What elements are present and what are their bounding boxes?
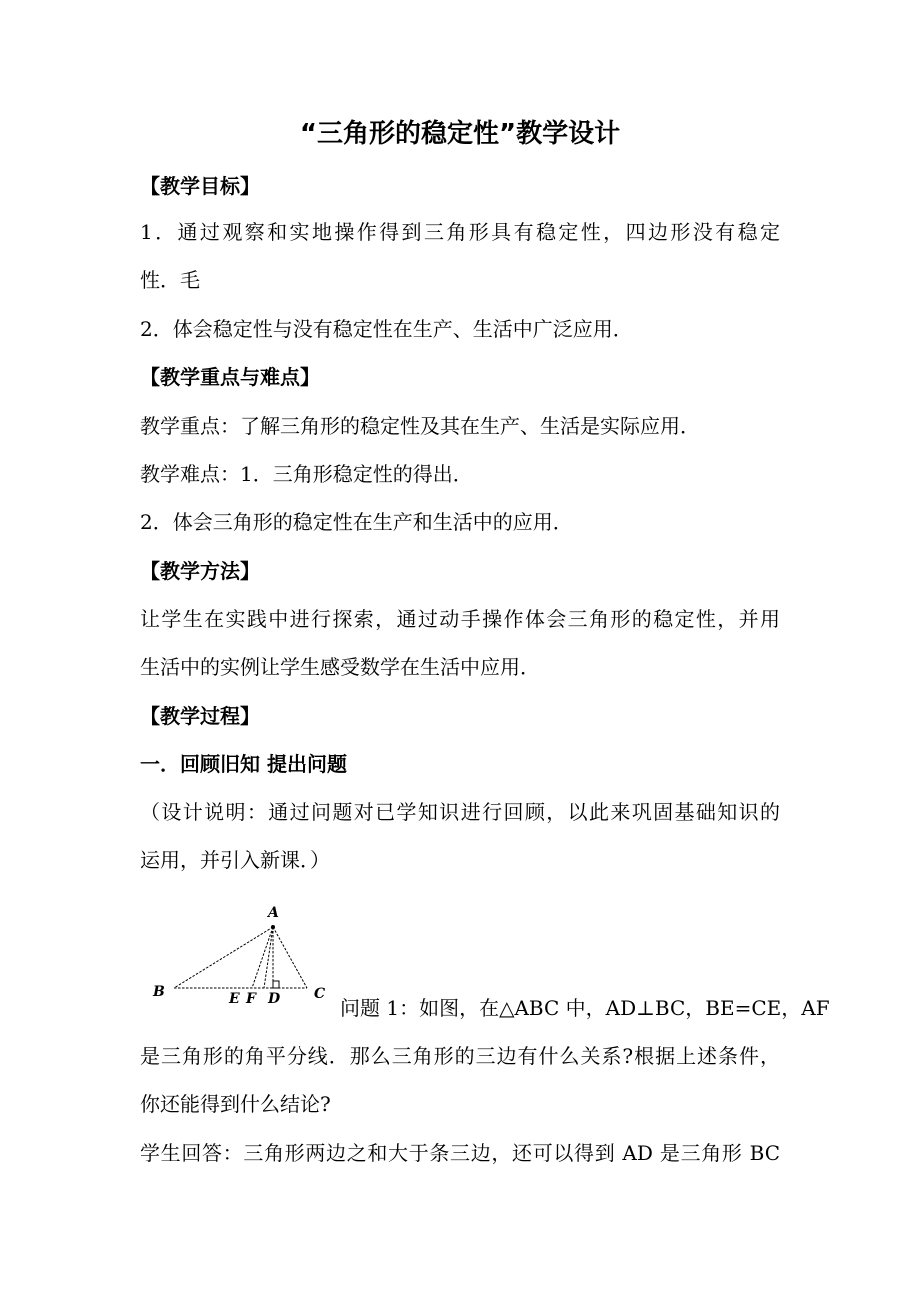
methods-line-2: 生活中的实例让学生感受数学在生活中应用． xyxy=(140,655,540,679)
section-heading-key-points: 【教学重点与难点】 xyxy=(140,365,320,389)
goal-item-2: 2．体会稳定性与没有稳定性在生产、生活中广泛应用． xyxy=(140,317,633,341)
triangle-figure xyxy=(140,900,340,1004)
segment-ae xyxy=(252,927,273,988)
label-d: D xyxy=(268,991,281,1004)
methods-line-1: 让学生在实践中进行探索，通过动手操作体会三角形的稳定性，并用 xyxy=(140,607,780,631)
design-note-line-1: （设计说明：通过问题对已学知识进行回顾，以此来巩固基础知识的 xyxy=(140,800,780,824)
goal-item-1-line-1: 1．通过观察和实地操作得到三角形具有稳定性，四边形没有稳定 xyxy=(140,220,780,244)
label-b: B xyxy=(153,984,165,1000)
section-heading-goals: 【教学目标】 xyxy=(140,174,260,198)
side-ac xyxy=(273,927,307,988)
section-heading-methods: 【教学方法】 xyxy=(140,559,260,583)
teaching-difficulty-2: 2．体会三角形的稳定性在生产和生活中的应用． xyxy=(140,510,573,534)
teaching-focus: 教学重点：了解三角形的稳定性及其在生产、生活是实际应用． xyxy=(140,414,700,438)
question-1-line-2: 是三角形的角平分线．那么三角形的三边有什么关系?根据上述条件， xyxy=(140,1044,780,1068)
teaching-difficulty-1: 教学难点：1．三角形稳定性的得出． xyxy=(140,462,473,486)
right-angle-mark xyxy=(273,981,279,988)
goal-item-1-line-2: 性．毛 xyxy=(140,268,200,292)
segment-af xyxy=(264,927,273,988)
label-c: C xyxy=(314,986,326,1002)
design-note-line-2: 运用，并引入新课．） xyxy=(140,848,330,872)
section-heading-process: 【教学过程】 xyxy=(140,704,260,728)
vertex-a-dot xyxy=(271,925,275,929)
question-1-line-3: 你还能得到什么结论? xyxy=(140,1092,331,1116)
label-f: F xyxy=(246,991,256,1004)
section-1-title: 一．回顾旧知 提出问题 xyxy=(140,752,347,776)
side-ab xyxy=(174,927,273,988)
label-a: A xyxy=(268,905,279,921)
label-e: E xyxy=(229,991,240,1004)
document-title: “三角形的稳定性”教学设计 xyxy=(299,119,621,149)
question-1-line-1: 问题 1：如图，在△ABC 中，AD⊥BC，BE=CE，AF xyxy=(340,996,830,1020)
student-answer-line-1: 学生回答：三角形两边之和大于条三边，还可以得到 AD 是三角形 BC xyxy=(140,1141,780,1165)
